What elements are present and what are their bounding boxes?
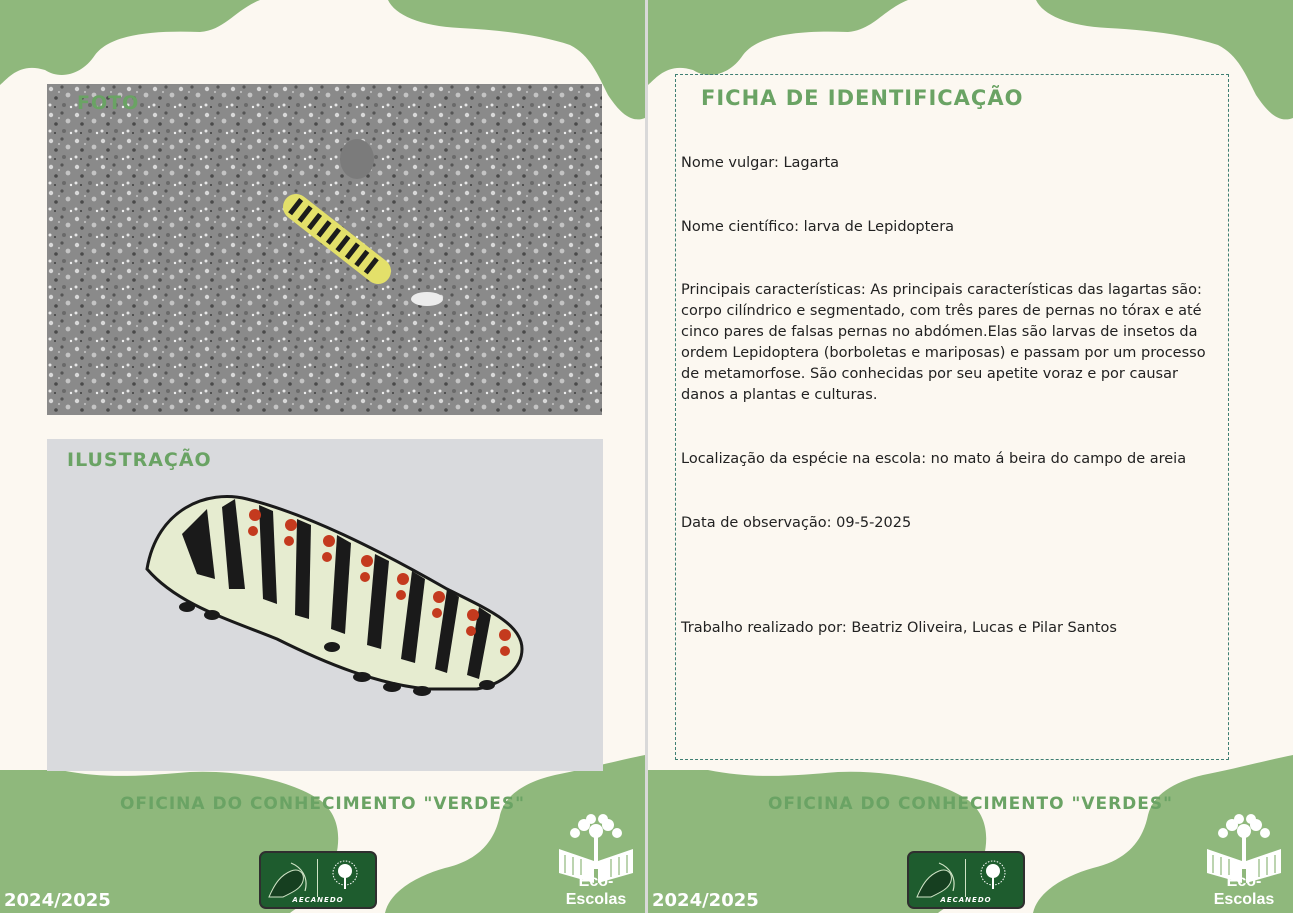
eco-escolas-text: Eco-Escolas: [1213, 873, 1275, 908]
footer-title: OFICINA DO CONHECIMENTO "VERDES": [767, 794, 1174, 814]
aecanedo-logo: [907, 851, 1025, 909]
aecanedo-logo-text: AECANEDO: [940, 896, 992, 904]
left-page: [0, 0, 645, 913]
school-year: 2024/2025: [4, 890, 111, 911]
aecanedo-logo-text: AECANEDO: [292, 896, 344, 904]
caterpillar-illustration: [47, 439, 603, 771]
illustration-label: ILUSTRAÇÃO: [67, 449, 212, 471]
caterpillar-photo: [47, 84, 602, 415]
observation-date: Data de observação: 09-5-2025: [681, 515, 912, 531]
caterpillar-drawing-image: [47, 439, 603, 771]
scientific-name: Nome científico: larva de Lepidoptera: [681, 219, 955, 235]
location: Localização da espécie na escola: no mato á beira do campo de areia: [681, 451, 1187, 467]
photo-label: FOTO: [77, 92, 140, 114]
aecanedo-logo: [259, 851, 377, 909]
right-page: [648, 0, 1293, 913]
characteristics: Principais características: As principais características das lagartas são: corpo cilíndrico e segmentado, com três pares de pernas no tórax e até cinco pares de falsas pernas no abdómen.Elas são larvas de insetos da ordem Lepidoptera (borboletas e mariposas) e passam por um processo de metamorfose. São conhecidas por seu apetite voraz e por causar danos a plantas e culturas.: [681, 282, 1206, 403]
card-title: FICHA DE IDENTIFICAÇÃO: [701, 86, 1024, 110]
caterpillar-photo-image: [47, 84, 602, 415]
eco-escolas-logo: [551, 811, 641, 911]
eco-escolas-logo: [1199, 811, 1289, 911]
authors: Trabalho realizado por: Beatriz Oliveira, Lucas e Pilar Santos: [681, 620, 1117, 636]
common-name: Nome vulgar: Lagarta: [681, 155, 840, 171]
identification-card: [675, 74, 1229, 760]
school-year: 2024/2025: [652, 890, 759, 911]
eco-escolas-text: Eco-Escolas: [565, 873, 627, 908]
footer-title: OFICINA DO CONHECIMENTO "VERDES": [119, 794, 526, 814]
